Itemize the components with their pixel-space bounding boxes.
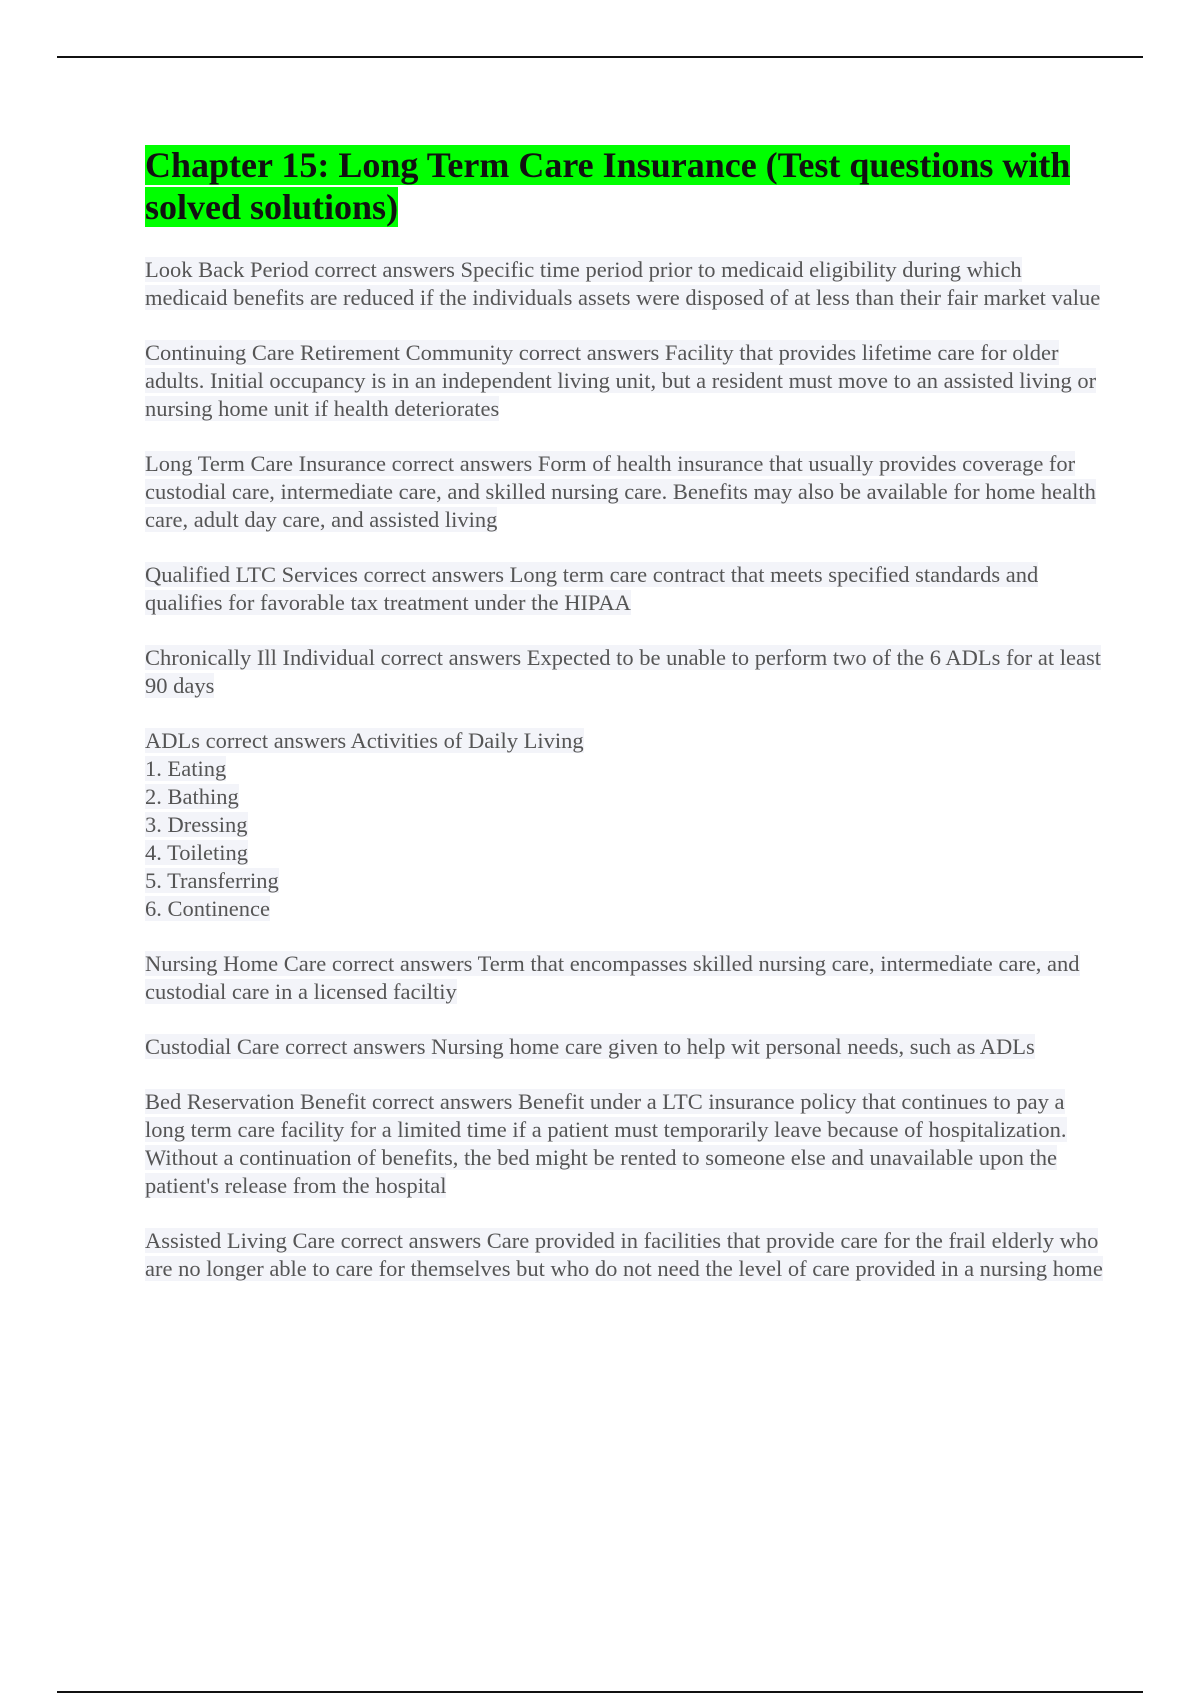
adl-item: 2. Bathing bbox=[145, 784, 239, 809]
adl-item: 4. Toileting bbox=[145, 840, 249, 865]
adl-item: 6. Continence bbox=[145, 896, 270, 921]
adl-item: 3. Dressing bbox=[145, 812, 248, 837]
adls-heading: ADLs correct answers Activities of Daily Living bbox=[145, 728, 584, 753]
entry-continuing-care-retirement-community: Continuing Care Retirement Community correct answers Facility that provides lifetime care for older adults. Initial occupancy is in an independent living unit, but a resident must move to an assisted living or nursing home unit if health deteriorates bbox=[145, 340, 1097, 421]
adl-item: 5. Transferring bbox=[145, 868, 279, 893]
top-rule bbox=[57, 56, 1143, 58]
entry-adls bbox=[145, 727, 1105, 923]
entry-assisted-living-care: Assisted Living Care correct answers Care provided in facilities that provide care for the frail elderly who are no longer able to care for themselves but who do not need the level of care provided in a nursing home bbox=[145, 1228, 1103, 1281]
document-title: Chapter 15: Long Term Care Insurance (Test questions with solved solutions) bbox=[145, 145, 1071, 227]
entry-chronically-ill-individual: Chronically Ill Individual correct answers Expected to be unable to perform two of the 6 ADLs for at least 90 days bbox=[145, 645, 1101, 698]
bottom-rule bbox=[57, 1691, 1143, 1693]
entry-custodial-care: Custodial Care correct answers Nursing home care given to help wit personal needs, such as ADLs bbox=[145, 1034, 1035, 1059]
adl-list bbox=[145, 755, 1105, 923]
page-content bbox=[145, 144, 1105, 1310]
entry-qualified-ltc-services: Qualified LTC Services correct answers Long term care contract that meets specified standards and qualifies for favorable tax treatment under the HIPAA bbox=[145, 562, 1039, 615]
entry-long-term-care-insurance: Long Term Care Insurance correct answers Form of health insurance that usually provides coverage for custodial care, intermediate care, and skilled nursing care. Benefits may also be available for home health care, adult day care, and assisted living bbox=[145, 451, 1096, 532]
adl-item: 1. Eating bbox=[145, 756, 227, 781]
entry-look-back-period: Look Back Period correct answers Specific time period prior to medicaid eligibility during which medicaid benefits are reduced if the individuals assets were disposed of at less than their fair market value bbox=[145, 257, 1101, 310]
entry-nursing-home-care: Nursing Home Care correct answers Term that encompasses skilled nursing care, intermediate care, and custodial care in a licensed faciltiy bbox=[145, 951, 1080, 1004]
entry-bed-reservation-benefit: Bed Reservation Benefit correct answers Benefit under a LTC insurance policy that continues to pay a long term care facility for a limited time if a patient must temporarily leave because of hospitalization. Without a continuation of benefits, the bed might be rented to someone else and unavailable upon the patient's release from the hospital bbox=[145, 1089, 1067, 1198]
